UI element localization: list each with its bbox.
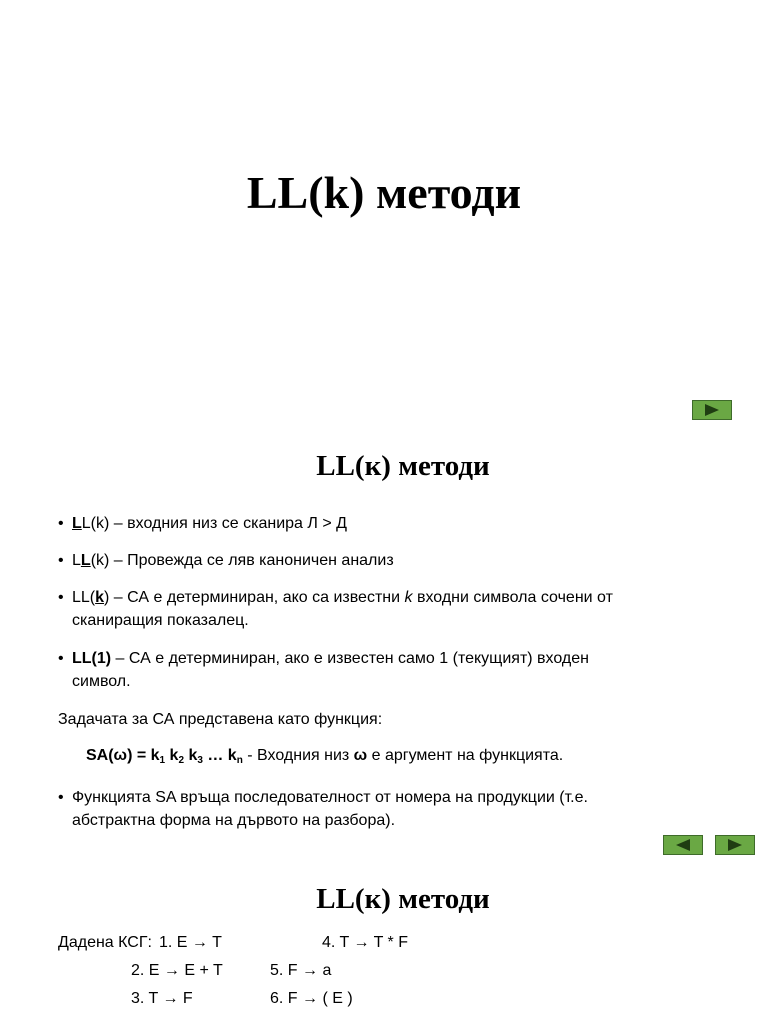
italic-k: k [404,589,413,606]
slide2-next-button[interactable] [715,835,755,855]
underlined-letter: L [80,552,91,569]
bullet-dot: • [58,589,64,606]
play-left-icon [675,838,691,852]
slide1-next-button[interactable] [692,400,732,420]
slide2-prev-button[interactable] [663,835,703,855]
bullet-text: ) – СА е детерминиран, ако са известни [104,589,405,606]
bullet-text-line2: сканиращия показалец. [72,612,249,629]
arrow-icon: → [191,934,208,951]
play-right-icon [704,403,720,417]
grammar-rule-3: 3. T → F [131,990,193,1007]
arrow-icon: → [302,990,319,1007]
bullet-dot: • [58,789,64,806]
play-right-icon [727,838,743,852]
slide3-title: LL(к) методи [316,883,490,915]
formula-description: - Входния низ [242,747,354,764]
task-text: Задачата за СА представена като функция: [58,711,383,728]
grammar-rule-5: 5. F → a [270,962,332,979]
arrow-icon: → [353,934,370,951]
arrow-icon: → [163,962,180,979]
underlined-letter: L [72,515,82,532]
bullet-text-line2: абстрактна форма на дървото на разбора). [72,812,396,829]
bullet-text-line2: символ. [72,673,131,690]
bold-term: LL(1) [72,650,112,667]
arrow-icon: → [162,990,179,1007]
formula-expression: $SA(\omega) = k_1$ $k_2$ $k_3$ … $k_n$ [86,747,243,766]
bullet-text: Функцията SA връща последователност от номера на продукции (т.е. [72,789,588,806]
bullet-text: LL( [72,589,96,606]
slide2-title: LL(к) методи [316,450,490,482]
bullet-dot: • [58,650,64,667]
formula-description: е аргумент на функцията. [367,747,564,764]
bullet-text: (k) – Провежда се ляв каноничен анализ [90,552,394,569]
grammar-rule-6: 6. F → ( E ) [270,990,353,1007]
bullet-dot: • [58,515,64,532]
grammar-rule-1: 1. E → T [159,934,222,951]
bullet-text: – СА е детерминиран, ако е известен само 1 (текущият) входен [111,650,589,667]
bullet-dot: • [58,552,64,569]
formula-line [86,744,563,767]
grammar-label: Дадена КСГ: [58,934,152,951]
grammar-rule-4: 4. T → T * F [322,934,408,951]
grammar-rule-2: 2. E → E + T [131,962,223,979]
omega-symbol: ω [353,747,368,764]
underlined-letter: k [95,589,105,606]
bullet-text: входни символа сочени от [412,589,613,606]
bullet-text: L(k) – входния низ се сканира Л > Д [81,515,347,532]
bullet-text: L [72,552,81,569]
arrow-icon: → [302,962,319,979]
slide1-title: LL(k) методи [246,167,522,218]
